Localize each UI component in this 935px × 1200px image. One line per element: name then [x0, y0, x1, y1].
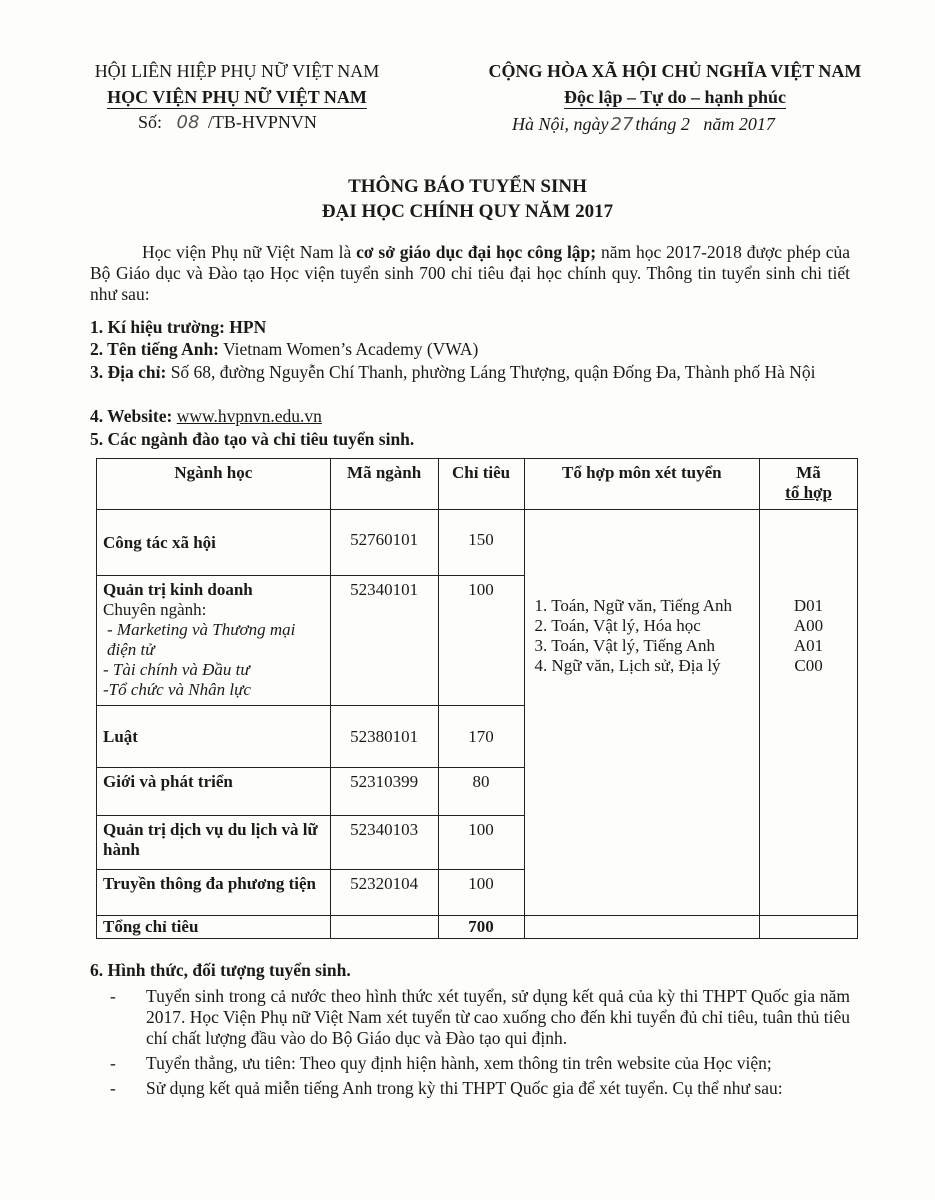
cell-total-label: Tổng chỉ tiêu — [97, 916, 331, 939]
header-major: Ngành học — [97, 459, 331, 510]
header-left — [92, 58, 382, 110]
bullet-text: Tuyển thẳng, ưu tiên: Theo quy định hiện hành, xem thông tin trên website của Học viện; — [146, 1053, 772, 1073]
majors-table — [96, 458, 858, 939]
cell-combo-codes — [760, 510, 858, 916]
combo-code: A00 — [793, 616, 824, 635]
table-row — [97, 510, 858, 576]
date-year: năm 2017 — [703, 114, 775, 134]
org-name: HỘI LIÊN HIỆP PHỤ NỮ VIỆT NAM — [94, 61, 380, 81]
header-code: Mã ngành — [330, 459, 438, 510]
list-item: - Tuyển thẳng, ưu tiên: Theo quy định hiện hành, xem thông tin trên website của Học viện; — [110, 1053, 772, 1073]
list-item: - Sử dụng kết quả miễn tiếng Anh trong kỳ thi THPT Quốc gia để xét tuyển. Cụ thể như sau: — [110, 1078, 783, 1098]
cell-quota: 170 — [438, 706, 524, 768]
section6-bullets — [110, 986, 850, 1103]
list-item: - Tuyển sinh trong cả nước theo hình thức xét tuyển, sử dụng kết quả của kỳ thi THPT Quốc gia năm 2017. Học Viện Phụ nữ Việt Nam xét tuyển từ cao xuống cho đến khi tuyển đủ chỉ tiêu, tuân thủ tiêu chí chất lượng đầu vào do Bộ Giáo dục và Đào tạo qui định. — [110, 986, 850, 1048]
major-spec: - Tài chính và Đầu tư — [103, 660, 250, 679]
cell-major: Quản trị dịch vụ du lịch và lữ hành — [97, 816, 331, 870]
cell-total-value: 700 — [438, 916, 524, 939]
motto-text: Độc lập – Tự do – hạnh phúc — [563, 87, 787, 107]
combo-code: A01 — [793, 636, 824, 655]
combo-item: 4. Ngữ văn, Lịch sử, Địa lý — [534, 656, 721, 675]
bullet-text: Tuyển sinh trong cả nước theo hình thức xét tuyển, sử dụng kết quả của kỳ thi THPT Quốc gia năm 2017. Học Viện Phụ nữ Việt Nam xét tuyển từ cao xuống cho đến khi tuyển đủ chỉ tiêu, tuân thủ tiêu chí chất lượng đầu vào do Bộ Giáo dục và Đào tạo qui định. — [146, 986, 850, 1048]
bullet-text: Sử dụng kết quả miễn tiếng Anh trong kỳ thi THPT Quốc gia để xét tuyển. Cụ thể như sau: — [146, 1078, 783, 1098]
cell-quota: 100 — [438, 816, 524, 870]
cell-quota: 100 — [438, 870, 524, 916]
cell-major: Luật — [97, 706, 331, 768]
address-value: Số 68, đường Nguyễn Chí Thanh, phường Láng Thượng, quận Đống Đa, Thành phố Hà Nội — [166, 362, 816, 382]
item-address — [90, 362, 850, 383]
combo-code: D01 — [793, 596, 824, 615]
item-website — [90, 406, 850, 427]
intro-bold: cơ sở giáo dục đại học công lập; — [356, 242, 597, 262]
title-line-1: THÔNG BÁO TUYỂN SINH — [348, 176, 587, 197]
institution-name — [92, 84, 382, 110]
date-day-handwritten: 27 — [610, 114, 634, 135]
english-label: 2. Tên tiếng Anh: — [90, 339, 220, 359]
item-english-name — [90, 339, 850, 360]
address-label: 3. Địa chỉ: — [90, 362, 167, 382]
english-value: Vietnam Women’s Academy (VWA) — [219, 339, 479, 359]
header-combo-code-1: Mã — [796, 463, 821, 482]
item-majors-heading: 5. Các ngành đào tạo và chỉ tiêu tuyển sinh. — [90, 429, 415, 449]
cell-code: 52310399 — [330, 768, 438, 816]
so-suffix: /TB-HVPNVN — [207, 112, 317, 132]
cell-major — [97, 576, 331, 706]
country-name: CỘNG HÒA XÃ HỘI CHỦ NGHĨA VIỆT NAM — [488, 61, 862, 81]
cell-code: 52760101 — [330, 510, 438, 576]
cell-major: Công tác xã hội — [97, 510, 331, 576]
section6-heading: 6. Hình thức, đối tượng tuyển sinh. — [90, 960, 351, 980]
cell-combos — [524, 510, 760, 916]
motto — [470, 84, 880, 110]
combo-item: 2. Toán, Vật lý, Hóa học — [534, 616, 701, 635]
cell-total-empty — [524, 916, 760, 939]
combo-item: 3. Toán, Vật lý, Tiếng Anh — [534, 636, 715, 655]
header-right — [470, 58, 880, 110]
website-link[interactable]: www.hvpnvn.edu.vn — [176, 406, 322, 426]
cell-code: 52380101 — [330, 706, 438, 768]
cell-major: Giới và phát triển — [97, 768, 331, 816]
cell-code: 52320104 — [330, 870, 438, 916]
cell-code: 52340103 — [330, 816, 438, 870]
so-label: Số: — [138, 112, 163, 132]
cell-quota: 80 — [438, 768, 524, 816]
header-combo-code — [760, 459, 858, 510]
combo-code: C00 — [794, 656, 823, 675]
major-sub: Chuyên ngành: — [103, 600, 207, 619]
intro-part1: Học viện Phụ nữ Việt Nam là — [142, 242, 357, 262]
cell-total-empty — [330, 916, 438, 939]
major-name: Quản trị kinh doanh — [103, 580, 253, 599]
major-spec: - Marketing và Thương mại điện tử — [107, 620, 296, 659]
header-combo: Tổ hợp môn xét tuyển — [524, 459, 760, 510]
header-quota: Chỉ tiêu — [438, 459, 524, 510]
cell-major: Truyền thông đa phương tiện — [97, 870, 331, 916]
website-label: 4. Website: — [90, 406, 173, 426]
cell-quota: 100 — [438, 576, 524, 706]
cell-total-empty — [760, 916, 858, 939]
institution-name-text: HỌC VIỆN PHỤ NỮ VIỆT NAM — [107, 87, 367, 107]
header-combo-code-2: tổ hợp — [785, 483, 832, 502]
combo-item: 1. Toán, Ngữ văn, Tiếng Anh — [534, 596, 733, 615]
date-month: tháng 2 — [635, 114, 690, 134]
title-line-2: ĐẠI HỌC CHÍNH QUY NĂM 2017 — [321, 201, 614, 222]
table-total-row — [97, 916, 858, 939]
date-prefix: Hà Nội, ngày — [512, 114, 609, 134]
table-header-row — [97, 459, 858, 510]
intro-part2: năm học 2017-2018 được phép của Bộ Giáo dục và Đào tạo Học viện tuyển sinh 700 chỉ tiêu đại học chính quy. Thông tin tuyển sinh chi tiết như sau: — [90, 242, 850, 304]
date-line — [512, 114, 775, 135]
so-number-handwritten: 08 — [176, 112, 200, 133]
intro-paragraph — [90, 242, 850, 305]
major-spec: -Tổ chức và Nhân lực — [103, 680, 251, 699]
cell-quota: 150 — [438, 510, 524, 576]
document-number — [138, 112, 317, 133]
item-school-code: 1. Kí hiệu trường: HPN — [90, 317, 267, 337]
cell-code: 52340101 — [330, 576, 438, 706]
